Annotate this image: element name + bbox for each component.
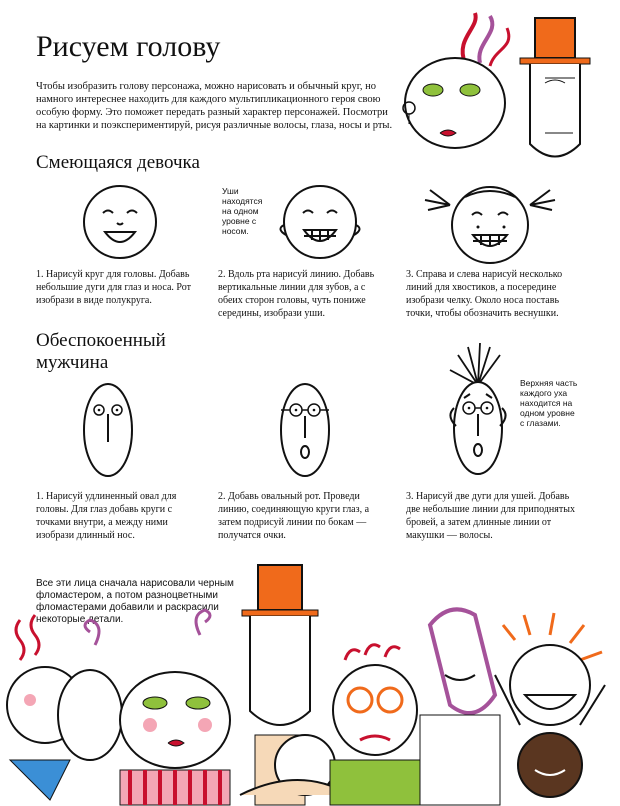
characters-crowd-illustration [0,565,620,805]
section1-title: Смеющаяся девочка [36,152,200,173]
step2-girl-drawing [270,180,380,265]
dark-kid-character-icon [518,733,582,797]
ear-note-man: Верхняя часть каждого уха находится на одном уровне с глазами. [520,378,578,428]
step2-man-drawing [275,380,335,485]
step1-man-drawing [80,380,140,485]
section1-step1: 1. Нарисуй круг для головы. Добавь небольшие дуги для глаз и носа. Рот изобрази в виде полукруга. [36,269,191,306]
section2-step2: 2. Добавь овальный рот. Проведи линию, соединяющую круги глаз, а затем подрисуй линии по бокам — получатся очки. [218,491,370,541]
step3-girl-drawing [420,175,560,270]
page-title: Рисуем голову [36,30,221,63]
step3-man-drawing [440,340,520,480]
girl-face-icon [403,13,509,148]
header-faces-illustration [395,8,605,173]
section2-step1: 1. Нарисуй удлиненный овал для головы. Для глаз добавь круги с точками внутри, а между ними изобрази длинный нос. [36,491,177,541]
intro-text: Чтобы изобразить голову персонажа, можно нарисовать и обычный круг, но намного интереснее находить для каждого мультипликационного героя свою особую форму. Это поможет передать разный характер персонажей. Посмотри на картинки и поэкспериментируй, рисуя различные волосы, глаза, носы и рты. [36,81,393,131]
footnote: Все эти лица сначала нарисовали черным фломастером, а потом разноцветными фломастерами добавили и раскрасили некоторые детали. [36,578,234,625]
laughing-kid-character-icon [495,613,605,725]
tall-man-face-icon [520,18,590,157]
glasses-boy-character-icon [330,645,420,805]
section2-step3: 3. Нарисуй две дуги для ушей. Добавь две небольшие линии для приподнятых бровей, а затем длинные линии от макушки — волосы. [406,491,575,541]
section1-step3: 3. Справа и слева нарисуй несколько линий для хвостиков, а посередине изобрази челку. Около носа поставь точки, чтобы обозначить веснушки. [406,269,563,319]
ear-note-girl: Уши находятся на одном уровне с носом. [222,186,263,236]
section1-step2: 2. Вдоль рта нарисуй линию. Добавь вертикальные линии для зубов, а с обеих сторон головы, чуть пониже середины, изобрази уши. [218,269,375,319]
green-eyed-girl-character-icon [120,672,230,805]
purple-long-face-man-character-icon [420,609,500,805]
step1-girl-drawing [75,180,175,265]
section2-title: Обеспокоенный мужчина [36,330,166,373]
